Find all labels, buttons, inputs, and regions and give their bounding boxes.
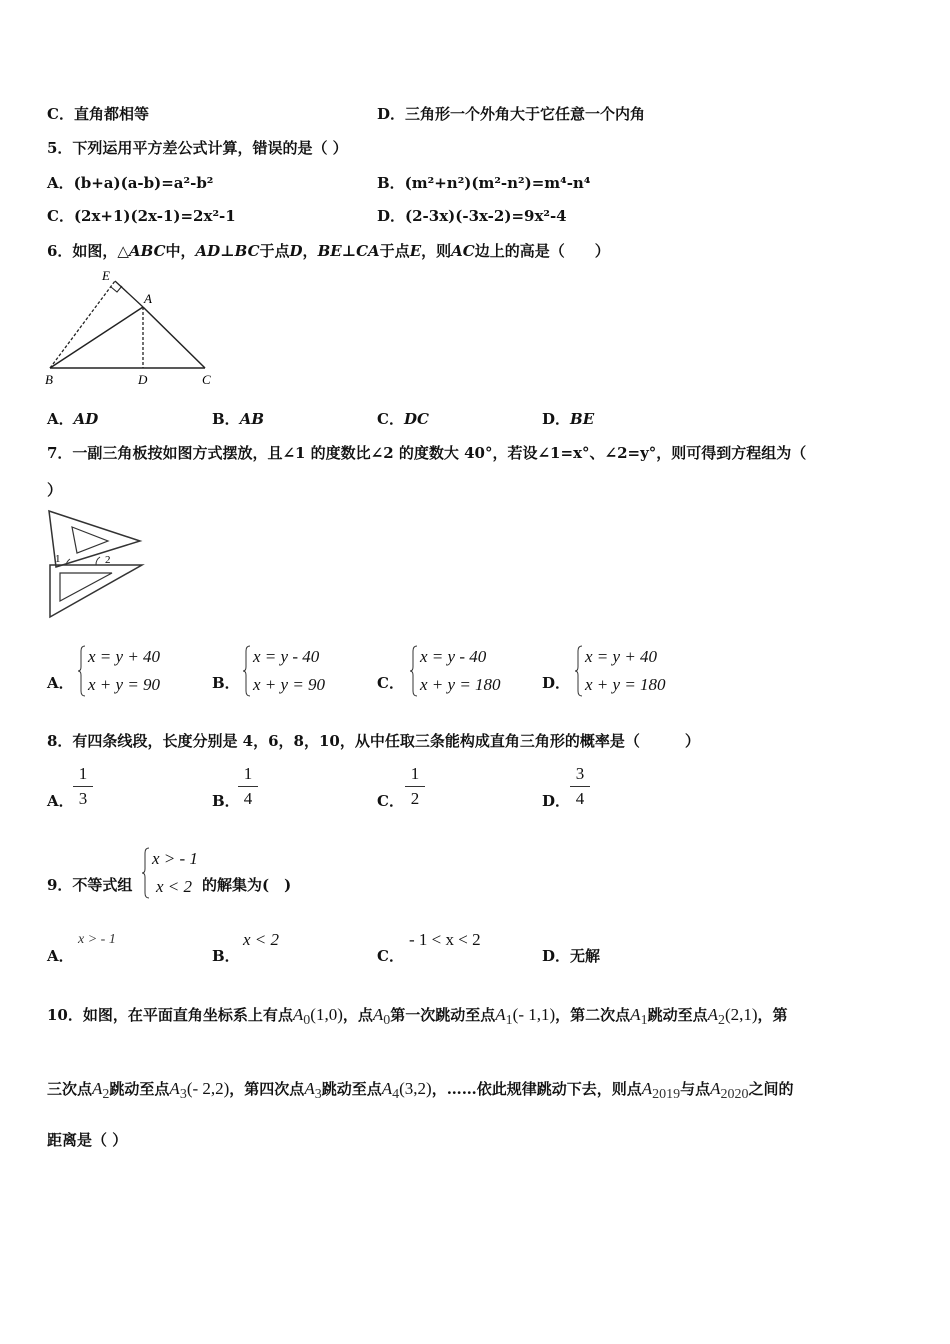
q6-option-a: A．AD: [47, 410, 99, 428]
q5-option-c: C．(2x+1)(2x-1)=2x²-1: [47, 207, 236, 225]
q10-line-3: 距离是（ ）: [47, 1131, 128, 1149]
q8-option-d-fraction: $\frac{3}{4}$: [570, 764, 590, 809]
q7-stem: 7．一副三角板按如图方式摆放，且∠1 的度数比∠2 的度数大 40°，若设∠1=x°、∠2=y°，则可得到方程组为（: [47, 444, 807, 462]
q7-option-b-system: x = y - 40 x + y = 90: [243, 643, 325, 699]
q8-option-c-fraction: $\frac{1}{2}$: [405, 764, 425, 809]
q6-option-c: C．DC: [377, 410, 429, 428]
fig-angle-2-label: 2: [105, 554, 111, 566]
fig-label-d: D: [138, 372, 148, 387]
q7-option-d-letter: D．: [542, 674, 571, 692]
brace-icon: [243, 645, 251, 697]
fig-label-e: E: [102, 268, 110, 283]
q9-stem-suffix: 的解集为( ): [202, 876, 292, 894]
q9-option-c: - 1 < x < 2: [409, 930, 481, 949]
q7-option-c-letter: C．: [377, 674, 404, 692]
q7-option-b-letter: B．: [212, 674, 240, 692]
q8-option-d-letter: D．: [542, 792, 571, 810]
fig-label-c: C: [202, 372, 211, 387]
q9-option-b-letter: B．: [212, 947, 240, 965]
q7-set-squares-figure: [44, 505, 154, 623]
q4-option-d: D．三角形一个外角大于它任意一个内角: [377, 105, 646, 123]
q6-option-b: B．AB: [212, 410, 265, 428]
q9-inequality-system: x > - 1 x < 2: [142, 845, 198, 901]
q8-option-a-fraction: $\frac{1}{3}$: [73, 764, 93, 809]
brace-icon: [410, 645, 418, 697]
q9-stem-prefix: 9．不等式组: [47, 876, 133, 894]
q10-line-1: 10．如图，在平面直角坐标系上有点$A_0(1,0)$，点$A_0$第一次跳动至点$A_1(-$ 1,1)，第二次点$A_1$跳动至点$A_2(2,1)$，第: [47, 1005, 788, 1028]
q6-triangle-figure: [40, 265, 225, 390]
q7-stem-end: ）: [47, 481, 63, 499]
q9-option-a: x > - 1: [78, 932, 116, 947]
q8-stem: 8．有四条线段，长度分别是 4，6，8，10，从中任取三条能构成直角三角形的概率是（ ）: [47, 732, 700, 750]
q5-stem: 5．下列运用平方差公式计算，错误的是（ ）: [47, 139, 348, 157]
q9-option-d: D．无解: [542, 947, 601, 965]
q5-option-d: D．(2-3x)(-3x-2)=9x²-4: [377, 207, 567, 225]
q8-option-b-fraction: $\frac{1}{4}$: [238, 764, 258, 809]
q9-option-c-letter: C．: [377, 947, 404, 965]
q9-option-b: x < 2: [243, 930, 280, 949]
q7-option-c-system: x = y - 40 x + y = 180: [410, 643, 501, 699]
q8-option-a-letter: A．: [47, 792, 74, 810]
brace-icon: [142, 847, 150, 899]
q10-line-2: 三次点$A_2$跳动至点$A_3(-$ 2,2)，第四次点$A_3$跳动至点$A_4(3,2)$，……依此规律跳动下去，则点$A_{2019}$与点$A_{2020}$之间的: [47, 1079, 794, 1102]
q8-option-b-letter: B．: [212, 792, 240, 810]
fig-label-b: B: [45, 372, 53, 387]
q9-option-a-letter: A．: [47, 947, 74, 965]
q8-option-c-letter: C．: [377, 792, 404, 810]
q7-option-a-system: x = y + 40 x + y = 90: [78, 643, 160, 699]
q5-option-a: A．(b+a)(a-b)=a²-b²: [47, 174, 214, 192]
q6-stem: 6．如图，△ABC中，AD⊥BC于点D，BE⊥CA于点E，则AC边上的高是（ ）: [47, 242, 610, 260]
q4-option-c: C．直角都相等: [47, 105, 149, 123]
brace-icon: [78, 645, 86, 697]
brace-icon: [575, 645, 583, 697]
q7-option-d-system: x = y + 40 x + y = 180: [575, 643, 666, 699]
fig-label-a: A: [144, 291, 152, 306]
fig-angle-1-label: 1: [55, 553, 61, 565]
q7-option-a-letter: A．: [47, 674, 74, 692]
q5-option-b: B．(m²+n²)(m²-n²)=m⁴-n⁴: [377, 174, 591, 192]
q6-option-d: D．BE: [542, 410, 595, 428]
